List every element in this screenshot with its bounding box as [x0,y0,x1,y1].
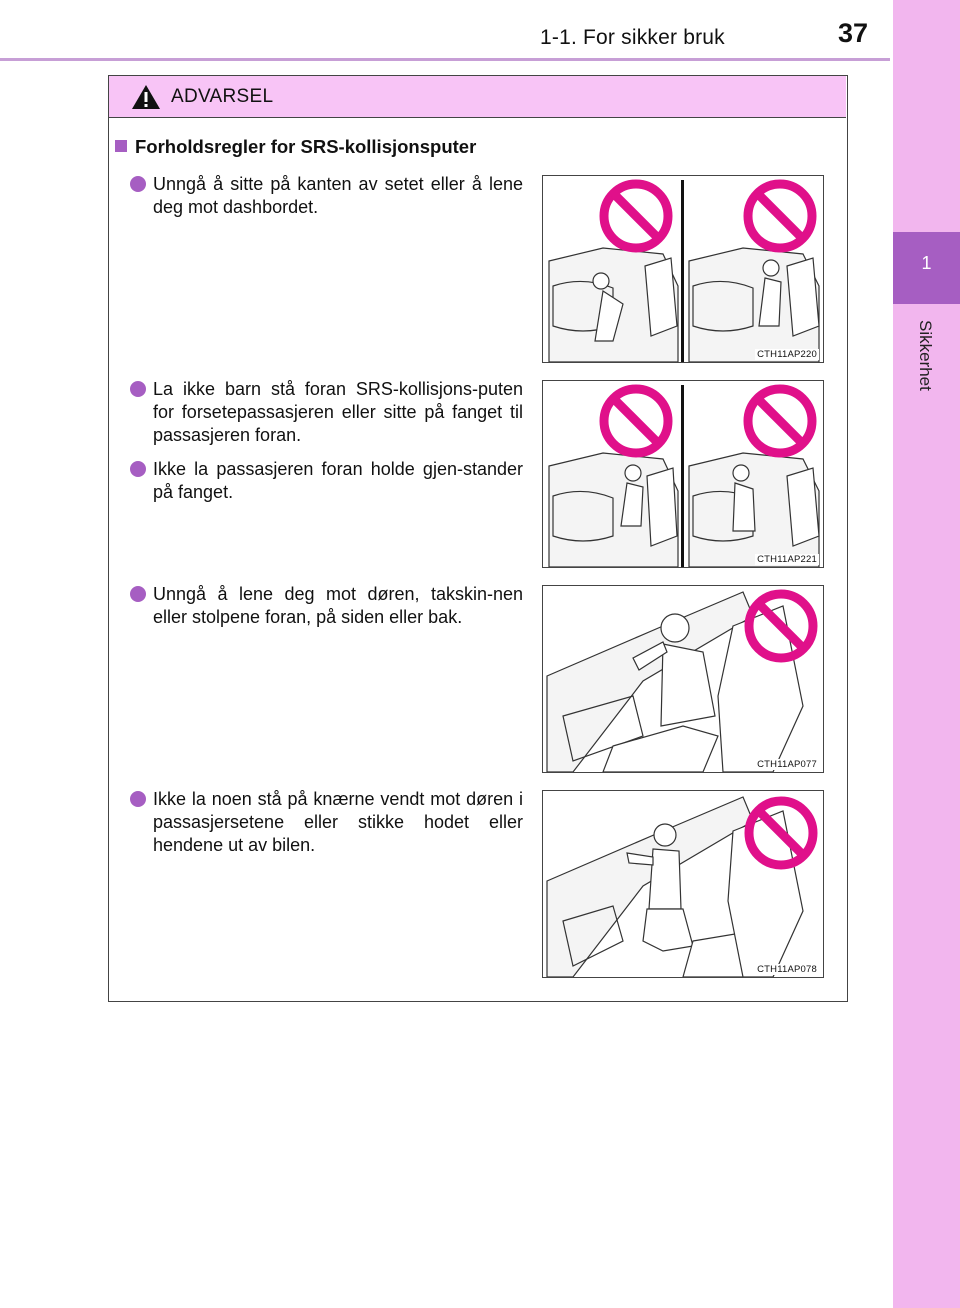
bullet-item: Unngå å lene deg mot døren, takskin-nen eller stolpene foran, på siden eller bak. [129,583,523,629]
prohibited-sign-icon [604,184,668,248]
warning-header [109,76,846,118]
section-title: 1-1. For sikker bruk [540,26,725,49]
illustration-code: CTH11AP077 [757,759,817,770]
illustration-code: CTH11AP220 [757,349,817,360]
illustration-kneeling-door [542,790,824,978]
square-bullet-icon [115,140,127,152]
page-number: 37 [838,18,869,48]
chapter-number: 1 [921,253,932,273]
section-heading-text: Forholdsregler for SRS-kollisjonsputer [135,136,477,157]
car-interior-illustration [543,586,824,773]
bullet-item: Ikke la passasjeren foran holde gjen-stander på fanget. [129,458,523,504]
bullet-item: La ikke barn stå foran SRS-kollisjons-puten for forsetepassasjeren eller sitte på fanget til passasjeren foran. [129,378,523,447]
warning-title: ADVARSEL [171,86,274,107]
illustration-leaning-door [542,585,824,773]
bullet-dot-icon [130,586,146,602]
chapter-label: Sikkerhet [916,320,935,391]
bullet-item: Unngå å sitte på kanten av setet eller å lene deg mot dashbordet. [129,173,523,219]
illustration-code: CTH11AP221 [757,554,817,565]
car-interior-illustration [543,381,824,568]
section-heading [115,136,476,158]
illustration-edge-of-seat [542,175,824,363]
car-interior-illustration [543,176,824,363]
prohibited-sign-icon [748,389,812,453]
warning-box [108,75,848,1002]
bullet-dot-icon [130,381,146,397]
prohibited-sign-icon [604,389,668,453]
car-interior-illustration [543,791,824,978]
bullet-dot-icon [130,176,146,192]
prohibited-sign-icon [748,184,812,248]
illustration-child-front [542,380,824,568]
bullet-dot-icon [130,461,146,477]
chapter-label-wrap [893,320,960,440]
bullet-item: Ikke la noen stå på knærne vendt mot døren i passasjersetene eller stikke hodet eller hendene ut av bilen. [129,788,523,857]
header-divider [0,58,890,61]
chapter-sidebar [893,0,960,1308]
bullet-dot-icon [130,791,146,807]
illustration-code: CTH11AP078 [757,964,817,975]
warning-triangle-icon [131,84,161,110]
